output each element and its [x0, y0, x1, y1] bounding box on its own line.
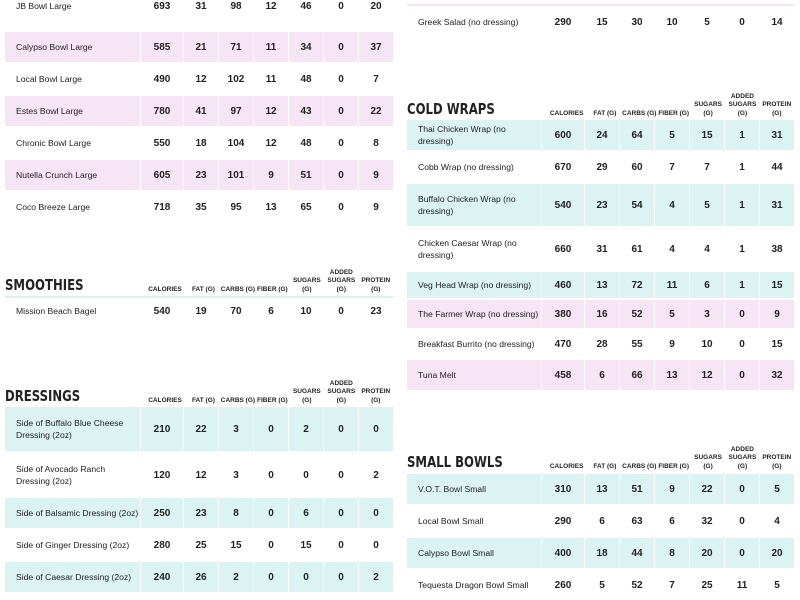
value-fat: 29	[584, 152, 619, 182]
value-calories: 605	[140, 160, 183, 190]
value-fat: 28	[584, 330, 619, 358]
value-calories: 310	[541, 474, 584, 504]
value-calories: 540	[140, 300, 183, 322]
item-name: Calypso Bowl Large	[16, 42, 93, 52]
value-fiber: 12	[253, 96, 288, 126]
table-row	[407, 272, 794, 298]
col-calories: CALORIES	[549, 109, 584, 117]
col-protein: PROTEIN (G)	[361, 388, 391, 404]
value-carbs: 51	[619, 474, 654, 504]
value-fat: 6	[584, 360, 619, 390]
table-row	[5, 160, 393, 190]
value-carbs: 55	[619, 330, 654, 358]
value-calories: 250	[140, 498, 183, 528]
col-carbs: CARBS (G)	[220, 285, 256, 293]
smoothies-header	[5, 262, 393, 294]
value-added-sugars: 0	[323, 0, 358, 21]
item-name: Coco Breeze Large	[16, 202, 91, 212]
value-calories: 280	[140, 530, 183, 560]
value-carbs: 70	[218, 300, 253, 322]
value-fat: 12	[183, 64, 218, 94]
col-sugars: SUGARS (G)	[292, 277, 321, 293]
value-protein: 15	[759, 330, 794, 358]
value-carbs: 15	[218, 530, 253, 560]
value-fiber: 7	[654, 152, 689, 182]
item-name: Estes Bowl Large	[16, 106, 83, 116]
table-row	[5, 300, 393, 322]
table-row	[5, 530, 393, 560]
table-row	[5, 32, 393, 62]
value-protein: 9	[358, 192, 393, 222]
value-carbs: 52	[619, 300, 654, 328]
value-fat: 25	[183, 530, 218, 560]
item-name: JB Bowl Large	[16, 1, 72, 11]
item-name: Buffalo Chicken Wrap (no dressing)	[418, 194, 516, 216]
value-fiber: 10	[654, 6, 689, 38]
value-carbs: 104	[218, 128, 253, 158]
value-fiber: 11	[654, 272, 689, 298]
value-sugars: 2	[288, 407, 323, 451]
value-calories: 490	[140, 64, 183, 94]
value-protein: 14	[759, 6, 794, 38]
value-fiber: 9	[654, 474, 689, 504]
value-added-sugars: 0	[323, 300, 358, 322]
item-name: Calypso Bowl Small	[418, 548, 494, 558]
value-sugars: 25	[689, 570, 724, 600]
value-added-sugars: 0	[323, 407, 358, 451]
value-calories: 718	[140, 192, 183, 222]
col-fiber: FIBER (G)	[658, 109, 690, 117]
item-name: Breakfast Burrito (no dressing)	[418, 339, 535, 349]
col-sugars: SUGARS (G)	[694, 454, 722, 470]
value-calories: 460	[541, 272, 584, 298]
value-sugars: 48	[288, 64, 323, 94]
value-protein: 8	[358, 128, 393, 158]
col-added-sugars: ADDED SUGARS (G)	[327, 268, 356, 293]
item-name: Local Bowl Large	[16, 74, 82, 84]
col-fiber: FIBER (G)	[658, 462, 690, 470]
value-protein: 31	[759, 184, 794, 226]
col-fiber: FIBER (G)	[257, 396, 288, 404]
value-protein: 31	[759, 120, 794, 150]
value-fiber: 11	[253, 32, 288, 62]
value-fiber: 0	[253, 562, 288, 592]
value-carbs: 3	[218, 453, 253, 497]
value-fat: 16	[584, 300, 619, 328]
value-fat: 13	[584, 474, 619, 504]
value-fat: 15	[584, 6, 619, 38]
value-carbs: 44	[619, 538, 654, 568]
table-row	[407, 120, 794, 150]
value-protein: 9	[358, 160, 393, 190]
value-calories: 780	[140, 96, 183, 126]
dressings-header	[5, 372, 393, 405]
table-row	[5, 96, 393, 126]
value-fiber: 9	[253, 160, 288, 190]
value-added-sugars: 11	[724, 570, 759, 600]
value-sugars: 6	[689, 272, 724, 298]
value-fiber: 0	[253, 453, 288, 497]
table-row	[407, 6, 794, 38]
item-name: Side of Caesar Dressing (2oz)	[16, 572, 132, 582]
col-fat: FAT (G)	[191, 285, 215, 293]
col-calories: CALORIES	[549, 462, 584, 470]
section-title: COLD WRAPS	[407, 100, 495, 118]
value-fat: 5	[584, 570, 619, 600]
col-added-sugars: ADDED SUGARS (G)	[728, 92, 757, 117]
item-name: Thai Chicken Wrap (no dressing)	[418, 124, 506, 146]
value-sugars: 12	[689, 360, 724, 390]
value-added-sugars: 0	[323, 530, 358, 560]
cold-wraps-header	[407, 86, 794, 118]
value-fiber: 12	[253, 0, 288, 21]
value-carbs: 101	[218, 160, 253, 190]
value-sugars: 22	[689, 474, 724, 504]
value-calories: 120	[140, 453, 183, 497]
item-name: Side of Buffalo Blue Cheese Dressing (2oz)	[16, 418, 124, 440]
item-name: Cobb Wrap (no dressing)	[418, 162, 514, 172]
value-calories: 240	[140, 562, 183, 592]
value-added-sugars: 1	[724, 184, 759, 226]
value-fat: 31	[584, 228, 619, 270]
table-row	[5, 498, 393, 528]
table-row	[5, 453, 393, 497]
value-protein: 38	[759, 228, 794, 270]
table-row	[407, 184, 794, 226]
value-protein: 15	[759, 272, 794, 298]
section-title: SMOOTHIES	[5, 276, 84, 294]
col-carbs: CARBS (G)	[220, 396, 256, 404]
value-added-sugars: 0	[724, 360, 759, 390]
value-sugars: 5	[689, 6, 724, 38]
value-sugars: 10	[689, 330, 724, 358]
value-sugars: 46	[288, 0, 323, 21]
value-added-sugars: 0	[724, 300, 759, 328]
value-fat: 23	[183, 160, 218, 190]
value-calories: 400	[541, 538, 584, 568]
value-carbs: 64	[619, 120, 654, 150]
value-fat: 26	[183, 562, 218, 592]
value-fiber: 0	[253, 498, 288, 528]
value-fiber: 6	[654, 506, 689, 536]
table-row	[407, 538, 794, 568]
col-added-sugars: ADDED SUGARS (G)	[327, 379, 356, 404]
item-name: Tuna Melt	[418, 370, 456, 380]
section-title: SMALL BOWLS	[407, 453, 503, 471]
table-row	[407, 570, 794, 600]
value-fat: 18	[584, 538, 619, 568]
value-sugars: 48	[288, 128, 323, 158]
value-fat: 23	[183, 498, 218, 528]
table-row	[407, 474, 794, 504]
value-calories: 670	[541, 152, 584, 182]
value-fat: 22	[183, 407, 218, 451]
value-sugars: 32	[689, 506, 724, 536]
value-calories: 290	[541, 506, 584, 536]
table-row	[5, 562, 393, 592]
col-carbs: CARBS (G)	[622, 462, 657, 470]
item-name: Side of Balsamic Dressing (2oz)	[16, 508, 139, 518]
value-carbs: 102	[218, 64, 253, 94]
col-fat: FAT (G)	[593, 462, 617, 470]
value-protein: 5	[759, 570, 794, 600]
value-added-sugars: 1	[724, 120, 759, 150]
value-protein: 44	[759, 152, 794, 182]
value-fiber: 8	[654, 538, 689, 568]
value-carbs: 98	[218, 0, 253, 21]
value-sugars: 65	[288, 192, 323, 222]
value-fat: 41	[183, 96, 218, 126]
value-calories: 458	[541, 360, 584, 390]
value-sugars: 51	[288, 160, 323, 190]
section-title: DRESSINGS	[5, 387, 81, 405]
value-carbs: 72	[619, 272, 654, 298]
value-calories: 470	[541, 330, 584, 358]
value-carbs: 95	[218, 192, 253, 222]
value-sugars: 15	[288, 530, 323, 560]
value-calories: 550	[140, 128, 183, 158]
value-sugars: 0	[288, 562, 323, 592]
value-fiber: 6	[253, 300, 288, 322]
value-added-sugars: 0	[323, 32, 358, 62]
value-protein: 0	[358, 498, 393, 528]
value-added-sugars: 0	[724, 506, 759, 536]
value-fiber: 11	[253, 64, 288, 94]
table-row	[5, 64, 393, 94]
value-added-sugars: 0	[323, 192, 358, 222]
value-sugars: 7	[689, 152, 724, 182]
value-sugars: 20	[689, 538, 724, 568]
value-protein: 4	[759, 506, 794, 536]
value-carbs: 54	[619, 184, 654, 226]
value-fat: 13	[584, 272, 619, 298]
value-fiber: 12	[253, 128, 288, 158]
value-fiber: 5	[654, 300, 689, 328]
value-sugars: 5	[689, 184, 724, 226]
value-fat: 12	[183, 453, 218, 497]
value-added-sugars: 0	[724, 538, 759, 568]
table-row	[407, 506, 794, 536]
value-added-sugars: 0	[323, 562, 358, 592]
col-fat: FAT (G)	[593, 109, 617, 117]
value-added-sugars: 0	[323, 160, 358, 190]
value-carbs: 60	[619, 152, 654, 182]
value-carbs: 61	[619, 228, 654, 270]
value-fiber: 7	[654, 570, 689, 600]
value-calories: 585	[140, 32, 183, 62]
value-sugars: 43	[288, 96, 323, 126]
value-calories: 693	[140, 0, 183, 21]
value-fat: 6	[584, 506, 619, 536]
value-added-sugars: 0	[323, 96, 358, 126]
value-fiber: 4	[654, 184, 689, 226]
value-added-sugars: 1	[724, 272, 759, 298]
table-row	[407, 300, 794, 328]
item-name: Chronic Bowl Large	[16, 138, 91, 148]
value-fat: 19	[183, 300, 218, 322]
value-carbs: 71	[218, 32, 253, 62]
divider	[5, 296, 393, 298]
value-carbs: 3	[218, 407, 253, 451]
value-fat: 18	[183, 128, 218, 158]
col-calories: CALORIES	[148, 396, 182, 404]
item-name: Local Bowl Small	[418, 516, 484, 526]
value-calories: 380	[541, 300, 584, 328]
value-fiber: 0	[253, 407, 288, 451]
value-added-sugars: 1	[724, 228, 759, 270]
value-sugars: 15	[689, 120, 724, 150]
value-protein: 22	[358, 96, 393, 126]
item-name: Tequesta Dragon Bowl Small	[418, 580, 529, 590]
table-row	[5, 128, 393, 158]
value-calories: 600	[541, 120, 584, 150]
value-fat: 21	[183, 32, 218, 62]
value-calories: 660	[541, 228, 584, 270]
value-calories: 290	[541, 6, 584, 38]
col-calories: CALORIES	[148, 285, 182, 293]
item-name: V.O.T. Bowl Small	[418, 484, 486, 494]
value-calories: 540	[541, 184, 584, 226]
table-row	[5, 407, 393, 451]
col-protein: PROTEIN (G)	[762, 101, 792, 117]
value-protein: 0	[358, 530, 393, 560]
value-sugars: 34	[288, 32, 323, 62]
value-protein: 0	[358, 407, 393, 451]
value-protein: 20	[358, 0, 393, 21]
value-fat: 31	[183, 0, 218, 21]
value-added-sugars: 0	[724, 330, 759, 358]
value-carbs: 63	[619, 506, 654, 536]
value-added-sugars: 0	[724, 6, 759, 38]
table-row	[407, 228, 794, 270]
col-sugars: SUGARS (G)	[694, 101, 722, 117]
col-sugars: SUGARS (G)	[292, 388, 321, 404]
value-fiber: 13	[253, 192, 288, 222]
small-bowls-header	[407, 439, 794, 471]
value-fiber: 13	[654, 360, 689, 390]
value-protein: 7	[358, 64, 393, 94]
value-fat: 35	[183, 192, 218, 222]
col-carbs: CARBS (G)	[622, 109, 657, 117]
value-carbs: 2	[218, 562, 253, 592]
value-carbs: 97	[218, 96, 253, 126]
table-row	[407, 330, 794, 358]
value-protein: 2	[358, 453, 393, 497]
value-protein: 32	[759, 360, 794, 390]
value-sugars: 10	[288, 300, 323, 322]
value-calories: 210	[140, 407, 183, 451]
value-carbs: 52	[619, 570, 654, 600]
col-added-sugars: ADDED SUGARS (G)	[728, 445, 757, 470]
table-row	[5, 0, 393, 21]
value-sugars: 6	[288, 498, 323, 528]
value-carbs: 8	[218, 498, 253, 528]
value-added-sugars: 0	[323, 64, 358, 94]
value-fiber: 5	[654, 120, 689, 150]
value-carbs: 66	[619, 360, 654, 390]
value-fat: 24	[584, 120, 619, 150]
value-added-sugars: 0	[323, 128, 358, 158]
value-added-sugars: 1	[724, 152, 759, 182]
value-added-sugars: 0	[323, 453, 358, 497]
item-name: Mission Beach Bagel	[16, 306, 97, 316]
value-protein: 23	[358, 300, 393, 322]
table-row	[407, 360, 794, 390]
col-protein: PROTEIN (G)	[361, 277, 391, 293]
value-calories: 260	[541, 570, 584, 600]
value-added-sugars: 0	[323, 498, 358, 528]
item-name: Chicken Caesar Wrap (no dressing)	[418, 238, 517, 260]
item-name: Side of Ginger Dressing (2oz)	[16, 540, 130, 550]
value-fiber: 9	[654, 330, 689, 358]
item-name: Nutella Crunch Large	[16, 170, 98, 180]
item-name: Side of Avocado Ranch Dressing (2oz)	[16, 464, 106, 486]
value-protein: 20	[759, 538, 794, 568]
value-added-sugars: 0	[724, 474, 759, 504]
col-fat: FAT (G)	[191, 396, 215, 404]
value-protein: 5	[759, 474, 794, 504]
table-row	[5, 192, 393, 222]
value-sugars: 3	[689, 300, 724, 328]
value-protein: 37	[358, 32, 393, 62]
value-fat: 23	[584, 184, 619, 226]
value-carbs: 30	[619, 6, 654, 38]
table-row	[407, 152, 794, 182]
item-name: Veg Head Wrap (no dressing)	[418, 280, 532, 290]
value-sugars: 0	[288, 453, 323, 497]
col-fiber: FIBER (G)	[257, 285, 288, 293]
value-protein: 2	[358, 562, 393, 592]
item-name: Greek Salad (no dressing)	[418, 17, 519, 27]
value-sugars: 4	[689, 228, 724, 270]
value-fiber: 4	[654, 228, 689, 270]
value-fiber: 0	[253, 530, 288, 560]
value-protein: 9	[759, 300, 794, 328]
item-name: The Farmer Wrap (no dressing)	[418, 309, 539, 319]
col-protein: PROTEIN (G)	[762, 454, 792, 470]
